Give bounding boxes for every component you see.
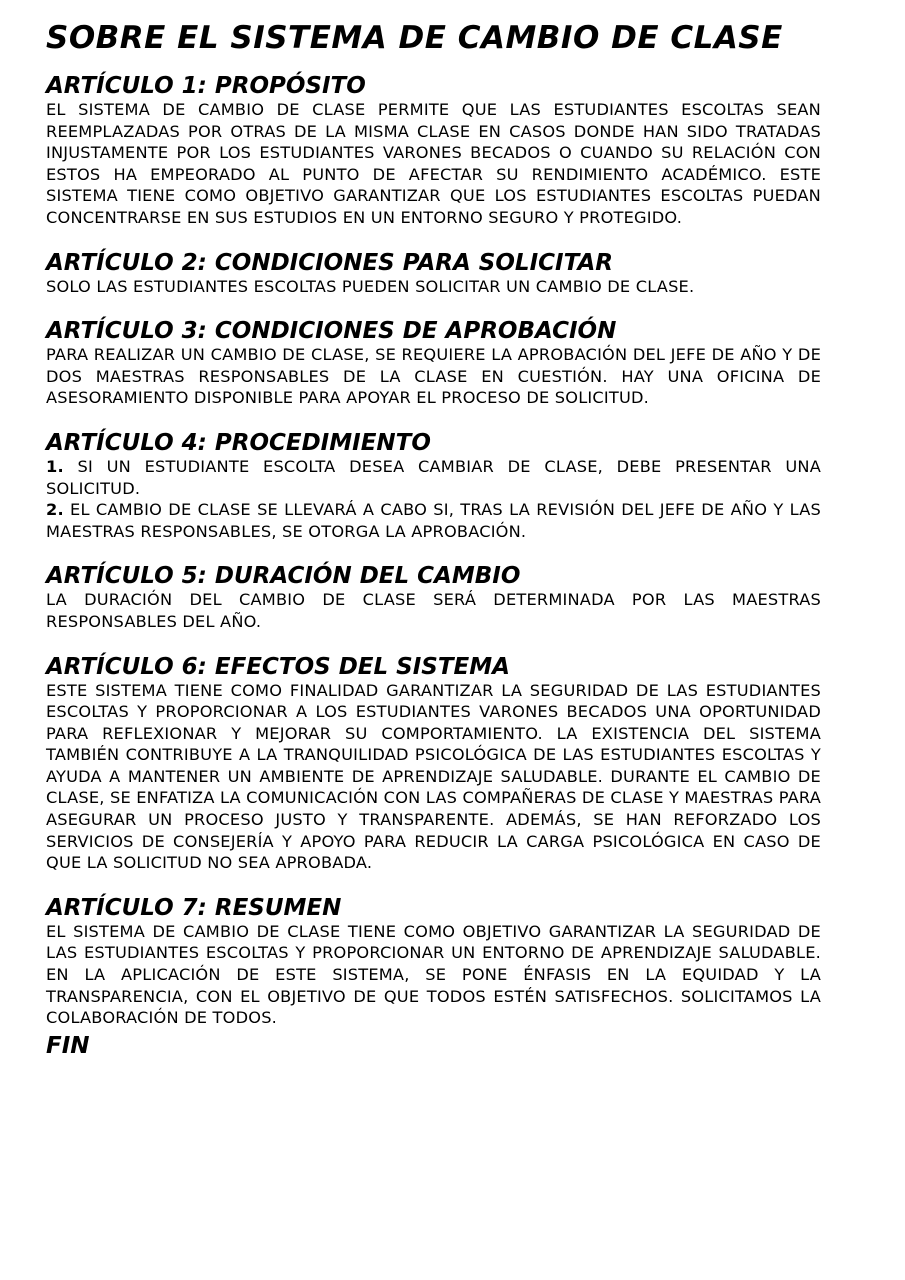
article-2 [46,251,821,298]
article-heading: ARTÍCULO 1: PROPÓSITO [46,73,366,99]
article-body: PARA REALIZAR UN CAMBIO DE CLASE, SE REQUIERE LA APROBACIÓN DEL JEFE DE AÑO Y DE DOS MAESTRAS RESPONSABLES DE LA CLASE EN CUESTIÓN. HAY UNA OFICINA DE ASESORAMIENTO DISPONIBLE PARA APOYAR EL PROCESO DE SOLICITUD. [46,345,821,408]
article-5 [46,564,821,632]
article-body: ESTE SISTEMA TIENE COMO FINALIDAD GARANTIZAR LA SEGURIDAD DE LAS ESTUDIANTES ESCOLTAS Y PROPORCIONAR A LOS ESTUDIANTES VARONES BECADOS UNA OPORTUNIDAD PARA REFLEXIONAR Y MEJORAR SU COMPORTAMIENTO. LA EXISTENCIA DEL SISTEMA TAMBIÉN CONTRIBUYE A LA TRANQUILIDAD PSICOLÓGICA DE LAS ESTUDIANTES ESCOLTAS Y AYUDA A MANTENER UN AMBIENTE DE APRENDIZAJE SALUDABLE. DURANTE EL CAMBIO DE CLASE, SE ENFATIZA LA COMUNICACIÓN CON LAS COMPAÑERAS DE CLASE Y MAESTRAS PARA ASEGURAR UN PROCESO JUSTO Y TRANSPARENTE. ADEMÁS, SE HAN REFORZADO LOS SERVICIOS DE CONSEJERÍA Y APOYO PARA REDUCIR LA CARGA PSICOLÓGICA EN CASO DE QUE LA SOLICITUD NO SEA APROBADA. [46,680,821,873]
page-title: SOBRE EL SISTEMA DE CAMBIO DE CLASE [46,20,783,56]
document-page [46,18,821,1059]
article-heading: ARTÍCULO 3: CONDICIONES DE APROBACIÓN [46,318,617,345]
list-item-number: 2. [46,500,64,520]
article-heading: ARTÍCULO 5: DURACIÓN DEL CAMBIO [46,563,521,590]
list-item-text: SI UN ESTUDIANTE ESCOLTA DESEA CAMBIAR DE CLASE, DEBE PRESENTAR UNA SOLICITUD. [46,456,821,498]
article-4 [46,431,821,542]
article-heading: ARTÍCULO 2: CONDICIONES PARA SOLICITAR [46,249,613,276]
article-body: EL SISTEMA DE CAMBIO DE CLASE PERMITE QUE LAS ESTUDIANTES ESCOLTAS SEAN REEMPLAZADAS POR OTRAS DE LA MISMA CLASE EN CASOS DONDE HAN SIDO TRATADAS INJUSTAMENTE POR LOS ESTUDIANTES VARONES BECADOS O CUANDO SU RELACIÓN CON ESTOS HA EMPEORADO AL PUNTO DE AFECTAR SU RENDIMIENTO ACADÉMICO. ESTE SISTEMA TIENE COMO OBJETIVO GARANTIZAR QUE LOS ESTUDIANTES ESCOLTAS PUEDAN CONCENTRARSE EN SUS ESTUDIOS EN UN ENTORNO SEGURO Y PROTEGIDO. [46,100,821,227]
article-heading: ARTÍCULO 6: EFECTOS DEL SISTEMA [46,653,510,680]
article-7 [46,896,821,1029]
list-item [46,499,821,542]
article-body [46,456,821,542]
article-body: EL SISTEMA DE CAMBIO DE CLASE TIENE COMO OBJETIVO GARANTIZAR LA SEGURIDAD DE LAS ESTUDIANTES ESCOLTAS Y PROPORCIONAR UN ENTORNO DE APRENDIZAJE SALUDABLE. EN LA APLICACIÓN DE ESTE SISTEMA, SE PONE ÉNFASIS EN LA EQUIDAD Y LA TRANSPARENCIA, CON EL OBJETIVO DE QUE TODOS ESTÉN SATISFECHOS. SOLICITAMOS LA COLABORACIÓN DE TODOS. [46,921,821,1028]
article-3 [46,319,821,409]
article-heading: ARTÍCULO 4: PROCEDIMIENTO [46,429,431,456]
list-item [46,456,821,499]
list-item-number: 1. [46,456,64,476]
article-1 [46,74,821,229]
article-body: LA DURACIÓN DEL CAMBIO DE CLASE SERÁ DETERMINADA POR LAS MAESTRAS RESPONSABLES DEL AÑO. [46,590,821,631]
article-body: SOLO LAS ESTUDIANTES ESCOLTAS PUEDEN SOLICITAR UN CAMBIO DE CLASE. [46,276,695,296]
end-marker: FIN [46,1032,90,1059]
list-item-text: EL CAMBIO DE CLASE SE LLEVARÁ A CABO SI, TRAS LA REVISIÓN DEL JEFE DE AÑO Y LAS MAESTRAS RESPONSABLES, SE OTORGA LA APROBACIÓN. [46,500,821,541]
article-6 [46,655,821,874]
article-heading: ARTÍCULO 7: RESUMEN [46,894,342,921]
